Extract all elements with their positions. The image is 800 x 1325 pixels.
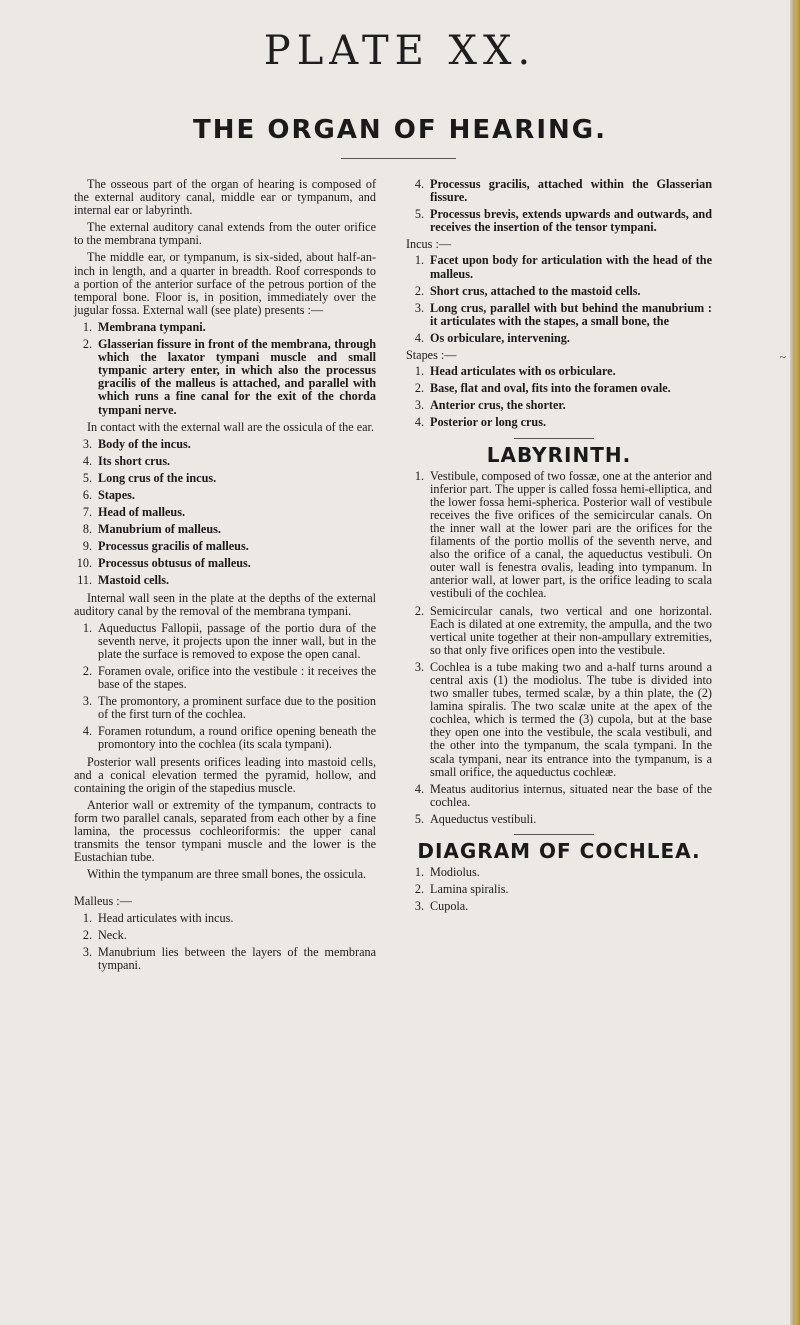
contact-paragraph: In contact with the external wall are the ossicula of the ear. [87, 419, 374, 434]
intro-paragraph: The external auditory canal extends from the outer orifice to the membrana tympani. [74, 220, 376, 248]
list-item: 2. Foramen ovale, orifice into the vestibule : it receives the base of the stapes. [82, 664, 376, 692]
anterior-wall-paragraph: Anterior wall or extremity of the tympanum, contracts to form two parallel canals, separated from each other by a fine lamina, the processus cochleoriformis: the upper canal transmits the tensor tympani muscle and the lower is the Eustachian tube. [74, 797, 376, 865]
title-divider [341, 158, 456, 159]
list-item: 1. Head articulates with os orbiculare. [414, 364, 616, 379]
list-item: 1. Modiolus. [414, 865, 480, 880]
list-item: 4. Posterior or long crus. [414, 415, 546, 430]
page-title: THE ORGAN OF HEARING. [193, 115, 607, 145]
right-column [406, 178, 712, 917]
list-item: 2. Base, flat and oval, fits into the foramen ovale. [414, 381, 671, 396]
list-item: 4. Foramen rotundum, a round orifice opening beneath the promontory into the cochlea (its scala tympani). [82, 724, 376, 752]
list-item: 5. Long crus of the incus. [82, 470, 217, 485]
section-divider [514, 438, 594, 439]
plate-number: PLATE XX. [263, 28, 537, 74]
posterior-wall-paragraph: Posterior wall presents orifices leading into mastoid cells, and a conical elevation termed the pyramid, hollow, and containing the origin of the stapedius muscle. [74, 754, 376, 795]
list-item: 4. Meatus auditorius internus, situated near the base of the cochlea. [414, 781, 712, 809]
list-item: 4. Os orbiculare, intervening. [414, 330, 570, 345]
internal-wall-paragraph: Internal wall seen in the plate at the depths of the external auditory canal by the removal of the membrana tympani. [74, 590, 376, 618]
list-item: 9. Processus gracilis of malleus. [82, 539, 249, 554]
list-item: 7. Head of malleus. [82, 505, 186, 520]
list-item: 2. Neck. [82, 927, 127, 942]
list-item: 1. Facet upon body for articulation with the head of the malleus. [414, 253, 712, 281]
list-item: 3. Body of the incus. [82, 436, 191, 451]
intro-paragraph: The middle ear, or tympanum, is six-sided, about half-an-inch in length, and a quarter in breadth. Roof corresponds to a portion of the anterior surface of the petrous portion of the temporal bone. Floor is, in position, immediately over the jugular fossa. External wall (see plate) presents :— [74, 250, 376, 317]
list-item: 2. Semicircular canals, two vertical and one horizontal. Each is dilated at one extremity, the ampulla, and the two vertical unite together at their non-ampullary extremities, so that only five orifices open into the vestibule. [414, 603, 712, 657]
list-item: 2. Lamina spiralis. [414, 882, 509, 897]
list-item: 2. Short crus, attached to the mastoid cells. [414, 283, 641, 298]
list-item: 4. Its short crus. [82, 453, 171, 468]
margin-mark: ~ [779, 350, 786, 364]
labyrinth-heading: LABYRINTH. [486, 442, 632, 467]
list-item: 2. Glasserian fissure in front of the membrana, through which the laxator tympani muscle and small tympanic artery enter, in which also the processus gracilis of the malleus is attached, and parallel with which runs a fine canal for the exit of the chorda tympani nerve. [82, 337, 376, 417]
list-item: 4. Processus gracilis, attached within the Glasserian fissure. [414, 177, 712, 205]
stapes-heading: Stapes :— [406, 348, 457, 363]
within-paragraph: Within the tympanum are three small bones, the ossicula. [87, 867, 367, 882]
list-item: 3. Cupola. [414, 899, 469, 914]
list-item: 3. Cochlea is a tube making two and a-half turns around a central axis (1) the modiolus. The tube is divided into two smaller tubes, termed scalæ, by a thin plate, the (2) lamina spiralis. The two scalæ unite at the apex of the cochlea, which is termed the (3) cupola, but at the base they open one into the vestibule, the scala vestibuli, and the other into the tympanum, the scala tympani. In the scala tympani, near its entrance into the tympanum, is a small orifice, the aqueductus cochleæ. [414, 659, 712, 779]
list-item: 1. Membrana tympani. [82, 319, 206, 334]
list-item: 6. Stapes. [82, 487, 135, 502]
incus-heading: Incus :— [406, 237, 452, 252]
list-item: 5. Processus brevis, extends upwards and outwards, and receives the insertion of the tensor tympani. [414, 207, 712, 235]
list-item: 1. Aqueductus Fallopii, passage of the portio dura of the seventh nerve, it projects upon the inner wall, but in the plate the surface is removed to expose the open canal. [82, 620, 376, 661]
section-divider [514, 834, 594, 835]
diagram-heading: DIAGRAM OF COCHLEA. [417, 839, 701, 864]
list-item: 11. Mastoid cells. [77, 573, 170, 588]
list-item: 3. Anterior crus, the shorter. [414, 398, 566, 413]
list-item: 1. Head articulates with incus. [82, 910, 234, 925]
malleus-heading: Malleus :— [74, 894, 132, 909]
list-item: 10. Processus obtusus of malleus. [76, 556, 251, 571]
list-item: 1. Vestibule, composed of two fossæ, one at the anterior and inferior part. The upper is called fossa hemi-elliptica, and the lower fossa hemi-spherica. Posterior wall of vestibule receives the five orifices of the semicircular canals. On the inner wall at the lower pari are the orifices for the filaments of the portio mollis of the seventh nerve, and also the orifice of a canal, the aqueductus vestibuli. On outer wall is fenestra ovalis, leading into tympanum. In anterior wall, at lower part, is the orifice leading to scala vestibuli of the cochlea. [414, 468, 712, 601]
intro-paragraph: The osseous part of the organ of hearing is composed of the external auditory canal, middle ear or tympanum, and internal ear or labyrinth. [74, 177, 376, 218]
list-item: 5. Aqueductus vestibuli. [414, 811, 537, 826]
page-edge-binding [790, 0, 800, 1325]
list-item: 3. Long crus, parallel with but behind the manubrium : it articulates with the stapes, a small bone, the [414, 300, 712, 328]
left-column [74, 178, 376, 976]
list-item: 8. Manubrium of malleus. [82, 522, 221, 537]
list-item: 3. The promontory, a prominent surface due to the position of the first turn of the cochlea. [82, 694, 376, 722]
list-item: 3. Manubrium lies between the layers of the membrana tympani. [82, 944, 376, 972]
